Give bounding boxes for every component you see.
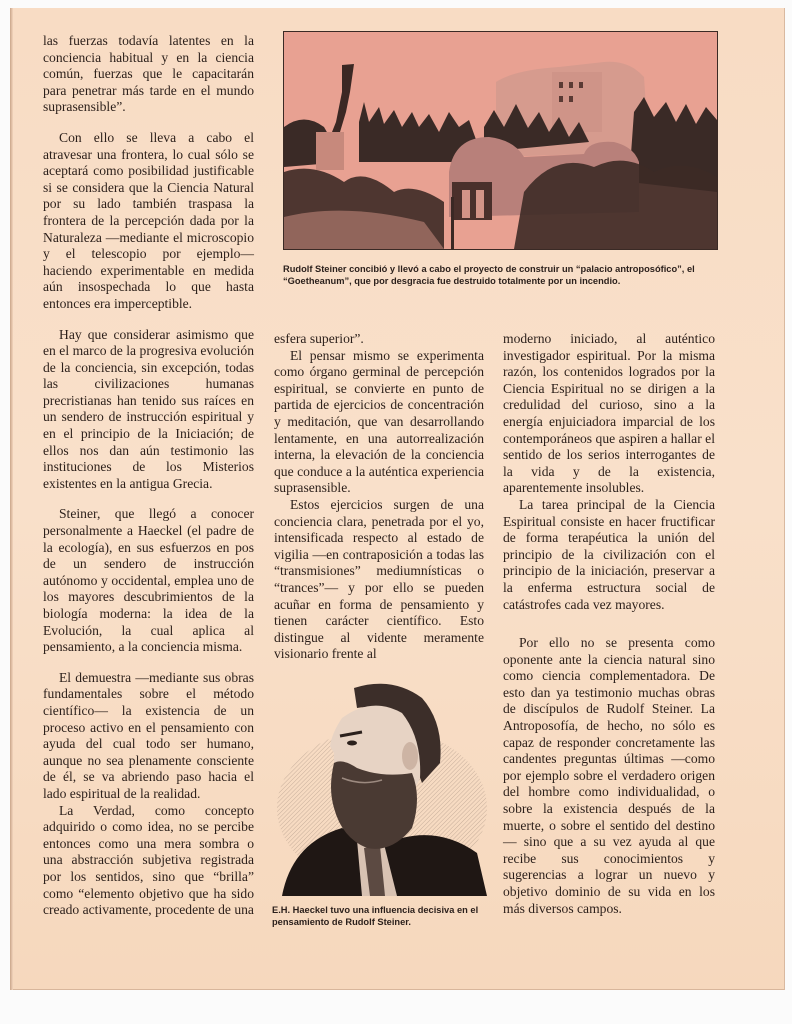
haeckel-engraving	[272, 668, 494, 896]
haeckel-caption: E.H. Haeckel tuvo una influencia decisiva en el pensamiento de Rudolf Steiner.	[272, 905, 479, 927]
paragraph: El pensar mismo se experimenta como órgano germinal de percepción espiritual, se convierte en punto de partida de ejercicios de concentración y meditación, que van desarrollando lentamente, en una autorrealización interna, la elevación de la conciencia que conduce a la auténtica experiencia suprasensible.	[274, 347, 484, 496]
goetheanum-illustration	[284, 32, 717, 249]
text-column-2	[274, 331, 484, 663]
paragraph: esfera superior”.	[274, 331, 364, 346]
paragraph: Estos ejercicios surgen de una conciencia clara, penetrada por el yo, intensificada respecto al estado de vigilia —en contraposición a todas las “transmisiones” mediumnísticas o “trances”— y por ello se pueden acuñar en forma de pensamiento y tienen carácter científico. Esto distingue al vidente meramente visionario frente al	[274, 496, 484, 662]
paragraph: El demuestra —mediante sus obras fundamentales sobre el método científico— la existencia de un proceso activo en el pensamiento con ayuda del cual todo ser humano, aunque no sea plenamente consciente de él, se va abriendo paso hacia el lado espiritual de la realidad.	[43, 669, 254, 801]
paragraph: La Verdad, como concepto adquirido o como idea, no se percibe entonces como una mera sombra o una abstracción subjetiva registrada por los sentidos, sino que “brilla” como “elemento objetivo que ha sido creado activamente, procedente de una	[43, 802, 254, 918]
paragraph: Steiner, que llegó a conocer personalmente a Haeckel (el padre de la ecología), en sus esfuerzos en pos de un sendero de instrucción autónomo y occidental, emplea uno de los mayores descubrimientos de la biología moderna: la idea de la Evolución, la cual aplica al pensamiento, a la conciencia misma.	[43, 506, 254, 655]
paragraph: Con ello se lleva a cabo el atravesar una frontera, lo cual sólo se aceptará como posibilidad justificable si se considera que la Ciencia Natural por su lado también traspasa la frontera de la percepción dada por la Naturaleza —mediante el microscopio y el telescopio por ejemplo— haciendo experimentable en medida aún insospechada lo que hasta entonces era imperceptible.	[43, 129, 254, 311]
paragraph: La tarea principal de la Ciencia Espiritual consiste en hacer fructificar de forma terapéutica la unión del principio de la civilización con el principio de la iniciación, preservar a la enferma estructura social de catástrofes cada vez mayores.	[503, 496, 715, 612]
paragraph: moderno iniciado, al auténtico investigador espiritual. Por la misma razón, los contenidos logrados por la Ciencia Espiritual no se dirigen a la credulidad del curioso, sino a la energía enjuiciadora imparcial de los contemporáneos que aspiren a hallar el sentido de los serios interrogantes de la vida y de la existencia, aparentemente insolubles.	[503, 331, 715, 496]
paragraph: Hay que considerar asimismo que en el marco de la progresiva evolución de la conciencia, sin excepción, todas las civilizaciones humanas precristianas han tenido sus raíces en un sendero de instrucción espiritual y en el principio de la Iniciación; de ellos nos dan aún testimonio las instituciones de los Misterios existentes en la antigua Grecia.	[43, 326, 254, 491]
goetheanum-caption: Rudolf Steiner concibió y llevó a cabo el proyecto de construir un “palacio antroposófico”, el “Goetheanum”, que por desgracia fue destruido totalmente por un incendio.	[283, 264, 695, 286]
text-column-3	[503, 331, 715, 917]
text-column-1	[43, 33, 254, 919]
paragraph: Por ello no se presenta como oponente ante la ciencia natural sino como ciencia complementadora. De esto dan ya testimonio muchas obras de discípulos de Rudolf Steiner. La Antroposofía, de hecho, no sólo es capaz de responder concretamente las candentes preguntas últimas —como por ejemplo sobre el verdadero origen del hombre como individualidad, o sobre la existencia después de la muerte, o sobre el sentido del destino— sino que a su vez ayuda al que recibe sus conocimientos y sugerencias a lograr un nuevo y objetivo dominio de su vida en los más diversos campos.	[503, 635, 715, 916]
paragraph: las fuerzas todavía latentes en la conciencia habitual y en la ciencia común, fuerzas que le capacitarán para penetrar más tarde en el mundo suprasensible”.	[43, 33, 254, 115]
haeckel-portrait	[272, 668, 494, 896]
goetheanum-photo	[283, 31, 718, 250]
